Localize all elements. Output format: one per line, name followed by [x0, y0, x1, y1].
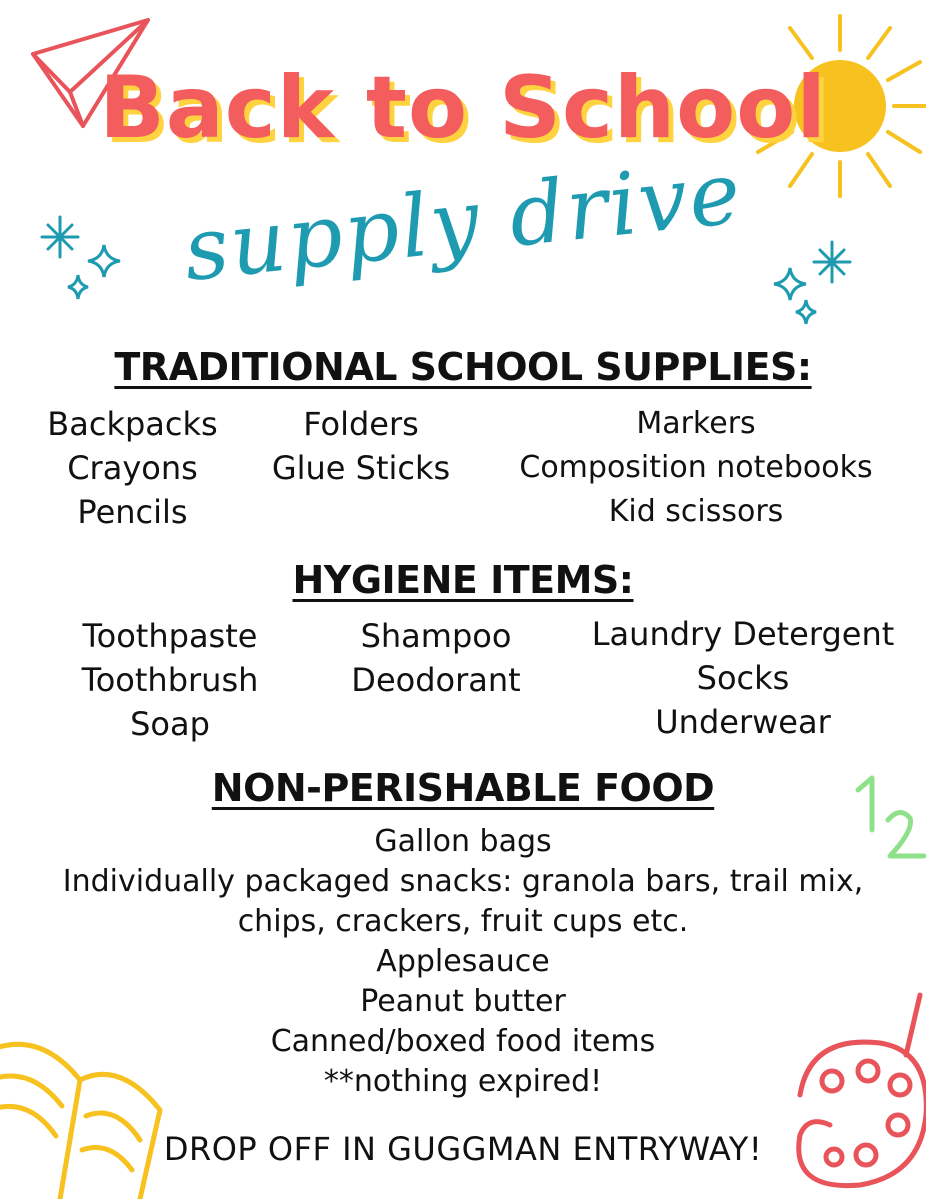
- list-item: Deodorant: [351, 661, 521, 699]
- section-heading-food: NON-PERISHABLE FOOD: [211, 766, 715, 810]
- list-item: Applesauce: [376, 944, 550, 979]
- sparkle-icon: [760, 240, 860, 330]
- traditional-column-1: [20, 402, 245, 534]
- list-item: Laundry Detergent: [591, 615, 895, 653]
- list-item: Markers: [636, 406, 756, 441]
- list-item: Underwear: [655, 703, 831, 741]
- dropoff-note: DROP OFF IN GUGGMAN ENTRYWAY!: [163, 1130, 763, 1168]
- list-item: Toothbrush: [81, 661, 259, 699]
- food-list: [0, 822, 926, 1102]
- list-item: Socks: [696, 659, 790, 697]
- traditional-column-3: [476, 402, 916, 534]
- list-item: Composition notebooks: [519, 450, 873, 485]
- list-item: Toothpaste: [82, 617, 258, 655]
- list-item: Shampoo: [360, 617, 512, 655]
- page-subtitle: supply drive: [179, 142, 747, 302]
- list-item: Canned/boxed food items: [270, 1024, 656, 1059]
- list-item: Folders: [303, 405, 419, 443]
- list-item: chips, crackers, fruit cups etc.: [237, 904, 689, 939]
- list-item: Backpacks: [47, 405, 218, 443]
- hygiene-column-2: [330, 614, 542, 702]
- list-item: Soap: [130, 705, 210, 743]
- list-item: **nothing expired!: [323, 1064, 603, 1099]
- list-item: Glue Sticks: [271, 449, 451, 487]
- list-item: Individually packaged snacks: granola bars, trail mix,: [62, 864, 864, 899]
- list-item: Crayons: [67, 449, 198, 487]
- section-heading-hygiene: HYGIENE ITEMS:: [292, 558, 634, 602]
- list-item: Peanut butter: [360, 984, 566, 1019]
- page-title: Back to School: [99, 58, 827, 158]
- list-item: Kid scissors: [608, 494, 784, 529]
- section-heading-traditional: TRADITIONAL SCHOOL SUPPLIES:: [114, 345, 812, 389]
- list-item: Pencils: [77, 493, 188, 531]
- list-item: Gallon bags: [374, 824, 552, 859]
- hygiene-column-3: [566, 612, 920, 744]
- hygiene-column-1: [50, 614, 290, 746]
- traditional-column-2: [255, 402, 467, 490]
